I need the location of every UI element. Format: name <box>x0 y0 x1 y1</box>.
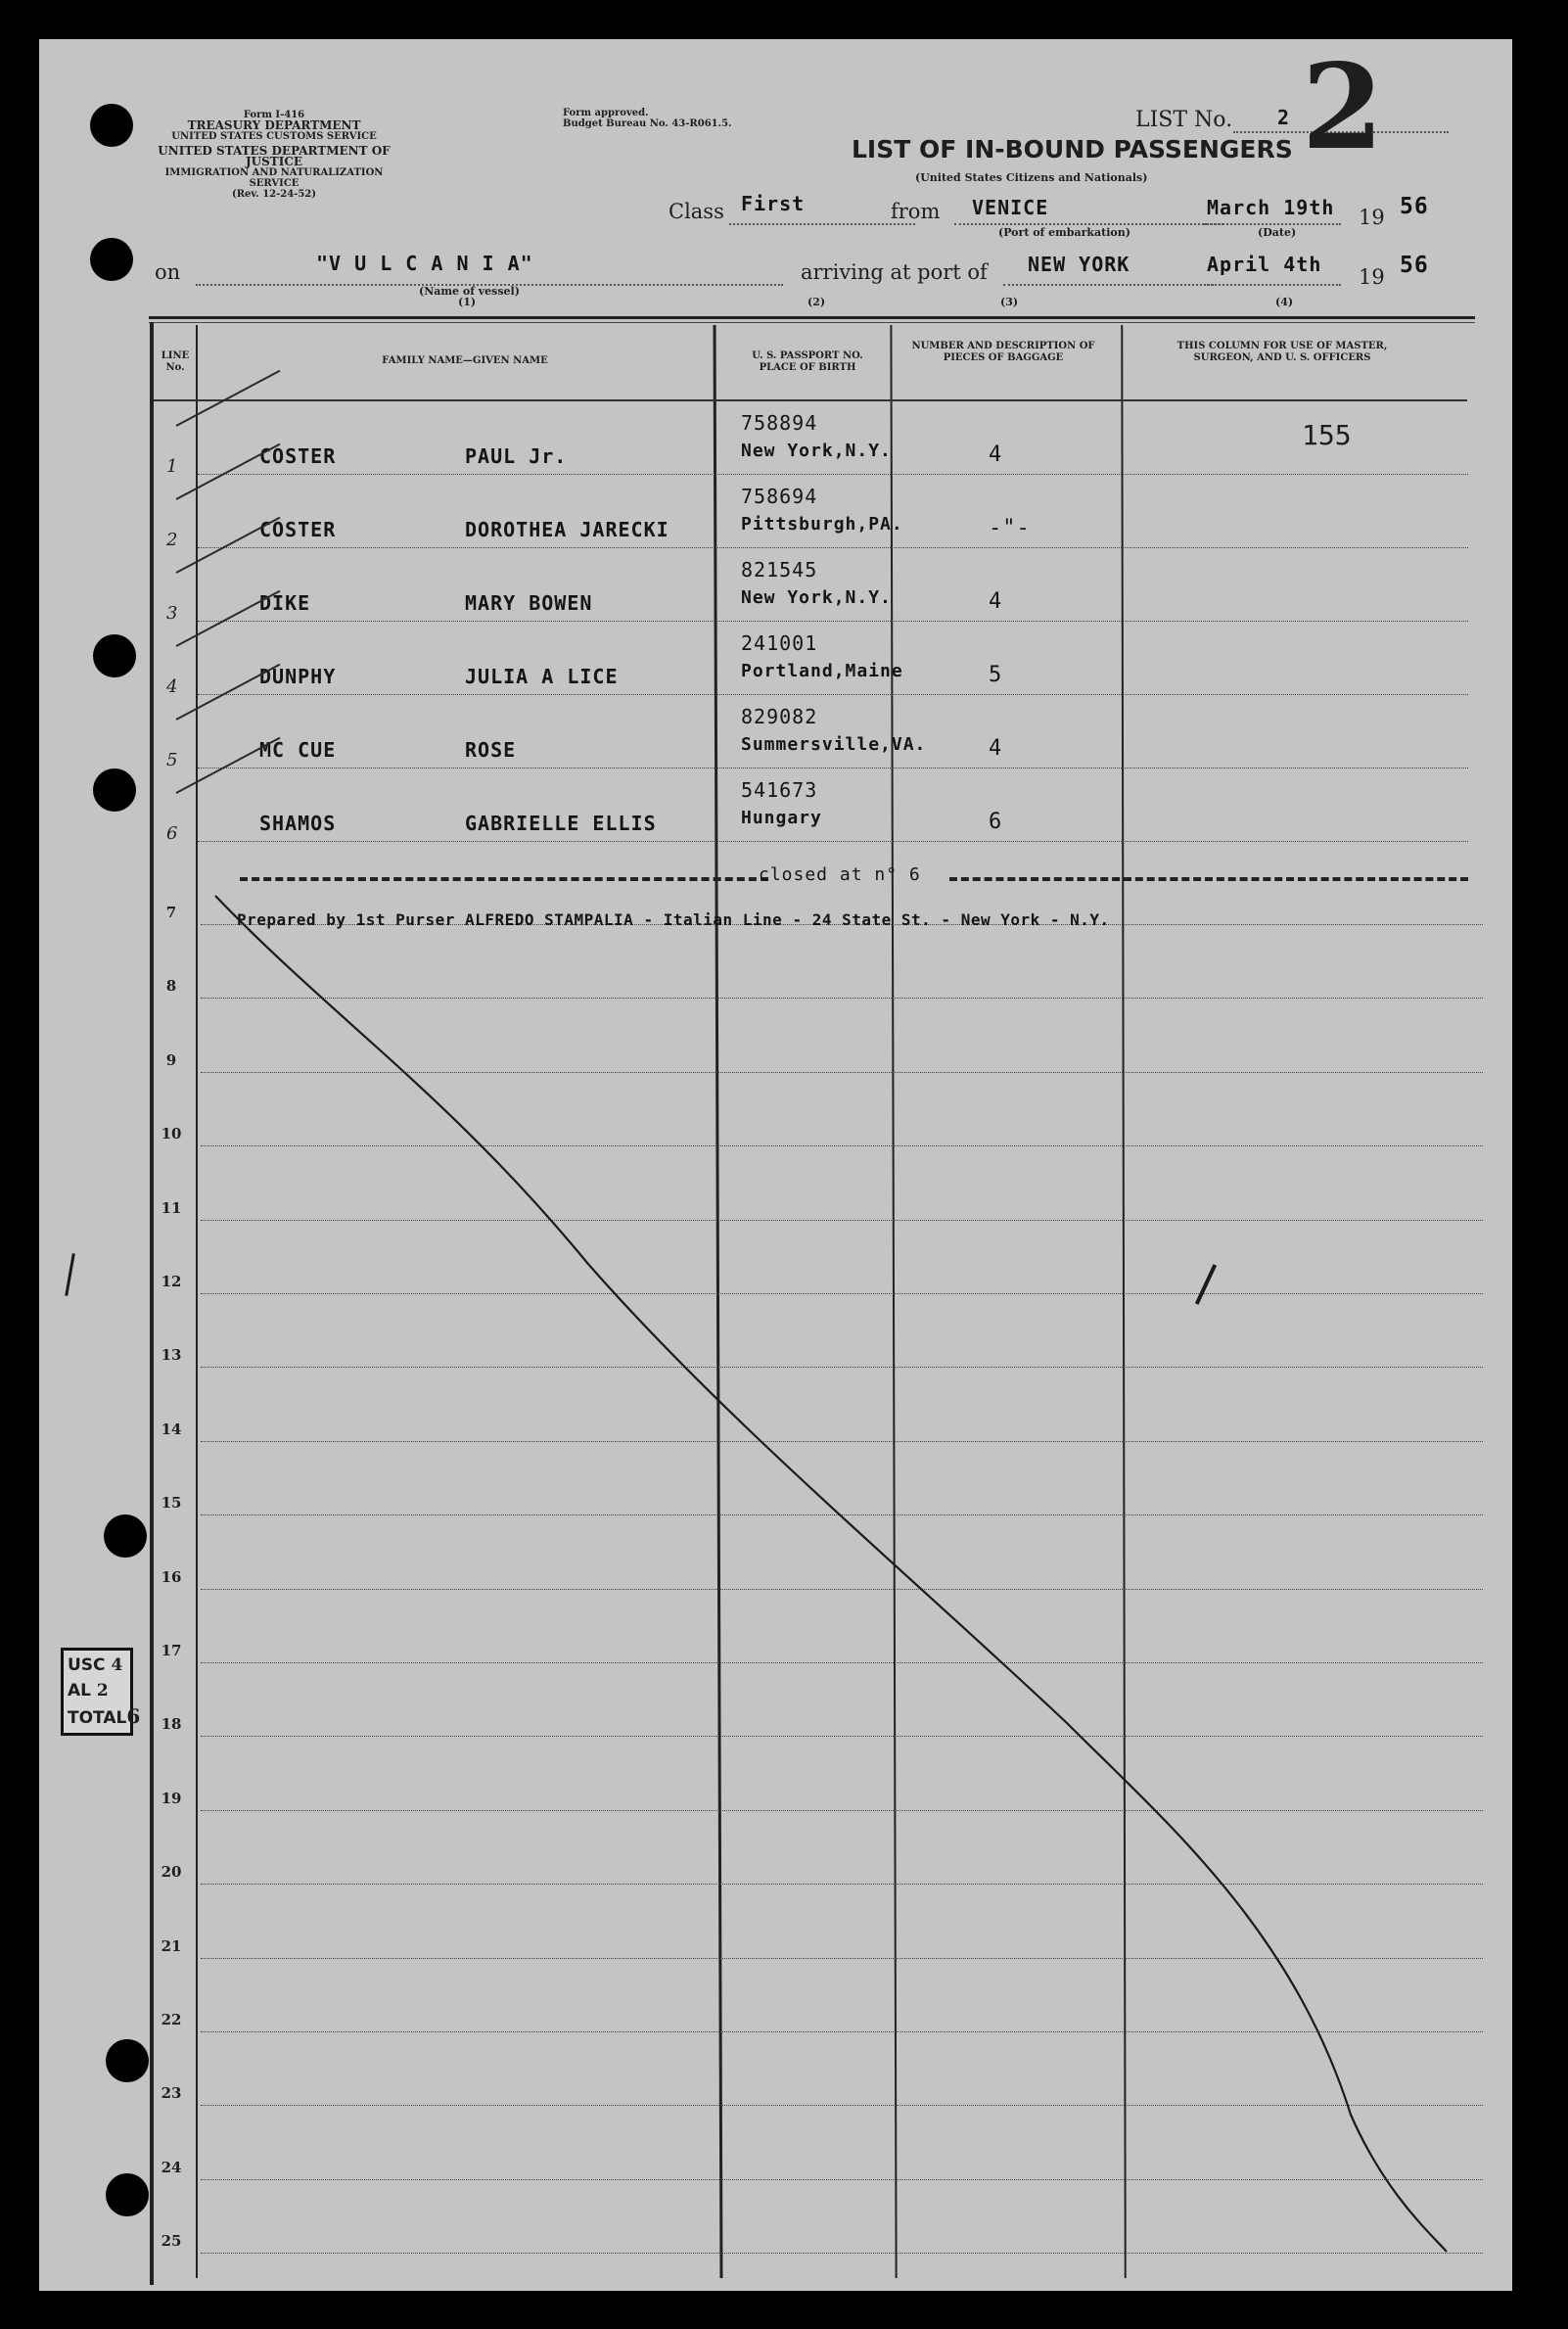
col-num-4: (4) <box>1275 296 1294 308</box>
row-given-name: GABRIELLE ELLIS <box>465 812 657 835</box>
customs-label: UNITED STATES CUSTOMS SERVICE <box>171 131 377 142</box>
row-baggage: 4 <box>989 443 1003 467</box>
blank-line-number: 24 <box>161 2158 182 2176</box>
header-baggage: NUMBER AND DESCRIPTION OF PIECES OF BAGGAGE <box>911 341 1095 363</box>
treasury-label: TREASURY DEPARTMENT <box>187 118 361 132</box>
arrival-date: April 4th <box>1207 253 1322 276</box>
blank-line-number: 15 <box>161 1494 182 1513</box>
row-given-name: MARY BOWEN <box>465 591 593 615</box>
row-baggage: 4 <box>989 589 1003 614</box>
row-officer-note: 155 <box>1302 419 1352 451</box>
form-number: Form I-416 <box>243 110 305 120</box>
vessel-caption: (Name of vessel) <box>419 285 520 298</box>
list-number-typed: 2 <box>1277 106 1291 129</box>
header-officers: THIS COLUMN FOR USE OF MASTER, SURGEON, AND U. S. OFFICERS <box>1176 341 1388 363</box>
closed-note: closed at n° 6 <box>759 864 921 885</box>
stamp-total-value: 6 <box>126 1704 141 1728</box>
col-num-2: (2) <box>807 296 826 308</box>
arrival-port: NEW YORK <box>1028 253 1130 276</box>
blank-line-number: 23 <box>161 2084 182 2103</box>
row-birthplace: Hungary <box>741 808 822 828</box>
date-caption: (Date) <box>1258 226 1297 239</box>
header-family-given: FAMILY NAME—GIVEN NAME <box>382 355 548 366</box>
row-passport: 821545 <box>741 558 818 582</box>
blank-line-number: 12 <box>161 1273 182 1290</box>
row-line-number: 4 <box>166 676 178 697</box>
header-passport: U. S. PASSPORT NO. PLACE OF BIRTH <box>752 350 863 373</box>
blank-line-number: 13 <box>161 1346 182 1365</box>
blank-line-number: 19 <box>161 1789 182 1807</box>
blank-line-number: 11 <box>161 1198 182 1217</box>
stamp-usc-value: 4 <box>111 1655 123 1675</box>
arriving-label: arriving at port of <box>801 260 988 284</box>
row-given-name: ROSE <box>465 738 517 762</box>
blank-line-number: 17 <box>161 1642 182 1659</box>
departure-year-prefix: 19 <box>1359 206 1385 229</box>
row-line-number: 5 <box>166 750 178 770</box>
row-given-name: JULIA A LICE <box>465 665 619 688</box>
cancel-strike-path <box>215 896 1447 2252</box>
row-passport: 758694 <box>741 485 818 508</box>
class-label: Class <box>669 200 724 223</box>
row-birthplace: New York,N.Y. <box>741 441 892 461</box>
row-birthplace: Pittsburgh,PA. <box>741 514 903 535</box>
col-num-1: (1) <box>458 296 477 308</box>
vessel-name: "V U L C A N I A" <box>316 252 533 275</box>
approved-label: Form approved. <box>563 108 649 118</box>
blank-line-number: 22 <box>161 2011 182 2028</box>
on-label: on <box>155 260 181 284</box>
blank-line-number: 9 <box>165 1050 177 1069</box>
revision-label: (Rev. 12-24-52) <box>232 189 316 200</box>
stamp-al <box>68 1678 126 1703</box>
blank-line-number: 14 <box>161 1420 182 1438</box>
blank-line-number: 20 <box>161 1863 182 1882</box>
blank-line-number: 18 <box>161 1715 182 1734</box>
header-line-no: LINE No. <box>161 350 190 373</box>
blank-line-number: 16 <box>161 1567 182 1586</box>
class-value: First <box>741 192 806 215</box>
justice-label: UNITED STATES DEPARTMENT OF JUSTICE <box>158 144 391 168</box>
cancel-strike-line <box>39 39 1512 2291</box>
from-label: from <box>891 200 941 223</box>
row-birthplace: Summersville,VA. <box>741 734 927 755</box>
row-line-number: 6 <box>166 823 178 844</box>
stamp-al-label: AL <box>68 1681 91 1700</box>
stamp-total <box>68 1703 141 1731</box>
row-passport: 241001 <box>741 631 818 655</box>
blank-line-number: 10 <box>161 1125 182 1143</box>
blank-line-number: 21 <box>161 1936 182 1955</box>
page-subtitle: (United States Citizens and Nationals) <box>915 171 1148 184</box>
row-family-name: COSTER <box>259 444 337 468</box>
blank-line-number: 7 <box>165 904 177 921</box>
manifest-sheet <box>39 39 1512 2291</box>
row-passport: 758894 <box>741 411 818 435</box>
budget-label: Budget Bureau No. 43-R061.5. <box>563 118 732 129</box>
row-line-number: 3 <box>166 603 178 624</box>
row-family-name: COSTER <box>259 518 337 541</box>
arrival-year: 56 <box>1400 253 1429 278</box>
stamp-usc-label: USC <box>68 1655 106 1675</box>
row-birthplace: Portland,Maine <box>741 661 903 681</box>
list-no-label: LIST No. <box>1135 108 1233 132</box>
list-number-handwritten: 2 <box>1302 39 1384 176</box>
row-family-name: SHAMOS <box>259 812 337 835</box>
from-value: VENICE <box>972 196 1049 219</box>
row-family-name: DUNPHY <box>259 665 337 688</box>
blank-line-number: 25 <box>161 2232 182 2251</box>
row-passport: 541673 <box>741 778 818 802</box>
port-embark-caption: (Port of embarkation) <box>998 226 1130 239</box>
departure-year: 56 <box>1400 194 1429 219</box>
ins-label: IMMIGRATION AND NATURALIZATION SERVICE <box>164 167 384 189</box>
row-line-number: 2 <box>166 530 178 550</box>
row-baggage: 6 <box>989 810 1003 834</box>
row-line-number: 1 <box>166 456 178 477</box>
row-baggage: 4 <box>989 736 1003 761</box>
stamp-usc <box>68 1653 126 1678</box>
count-stamp <box>61 1648 141 1736</box>
row-passport: 829082 <box>741 705 818 728</box>
row-baggage: -"- <box>989 516 1031 540</box>
row-family-name: DIKE <box>259 591 311 615</box>
stamp-total-label: TOTAL <box>68 1708 127 1728</box>
arrival-year-prefix: 19 <box>1359 265 1385 289</box>
stamp-al-value: 2 <box>96 1681 109 1700</box>
row-given-name: DOROTHEA JARECKI <box>465 518 669 541</box>
col-num-3: (3) <box>1000 296 1019 308</box>
departure-date: March 19th <box>1207 196 1335 219</box>
prepared-note: Prepared by 1st Purser ALFREDO STAMPALIA - Italian Line - 24 State St. - New York - N.Y. <box>237 910 1110 929</box>
row-given-name: PAUL Jr. <box>465 444 568 468</box>
page-title: LIST OF IN-BOUND PASSENGERS <box>852 135 1293 163</box>
row-baggage: 5 <box>989 663 1003 687</box>
row-birthplace: New York,N.Y. <box>741 587 892 608</box>
row-family-name: MC CUE <box>259 738 337 762</box>
blank-line-number: 8 <box>165 977 177 996</box>
